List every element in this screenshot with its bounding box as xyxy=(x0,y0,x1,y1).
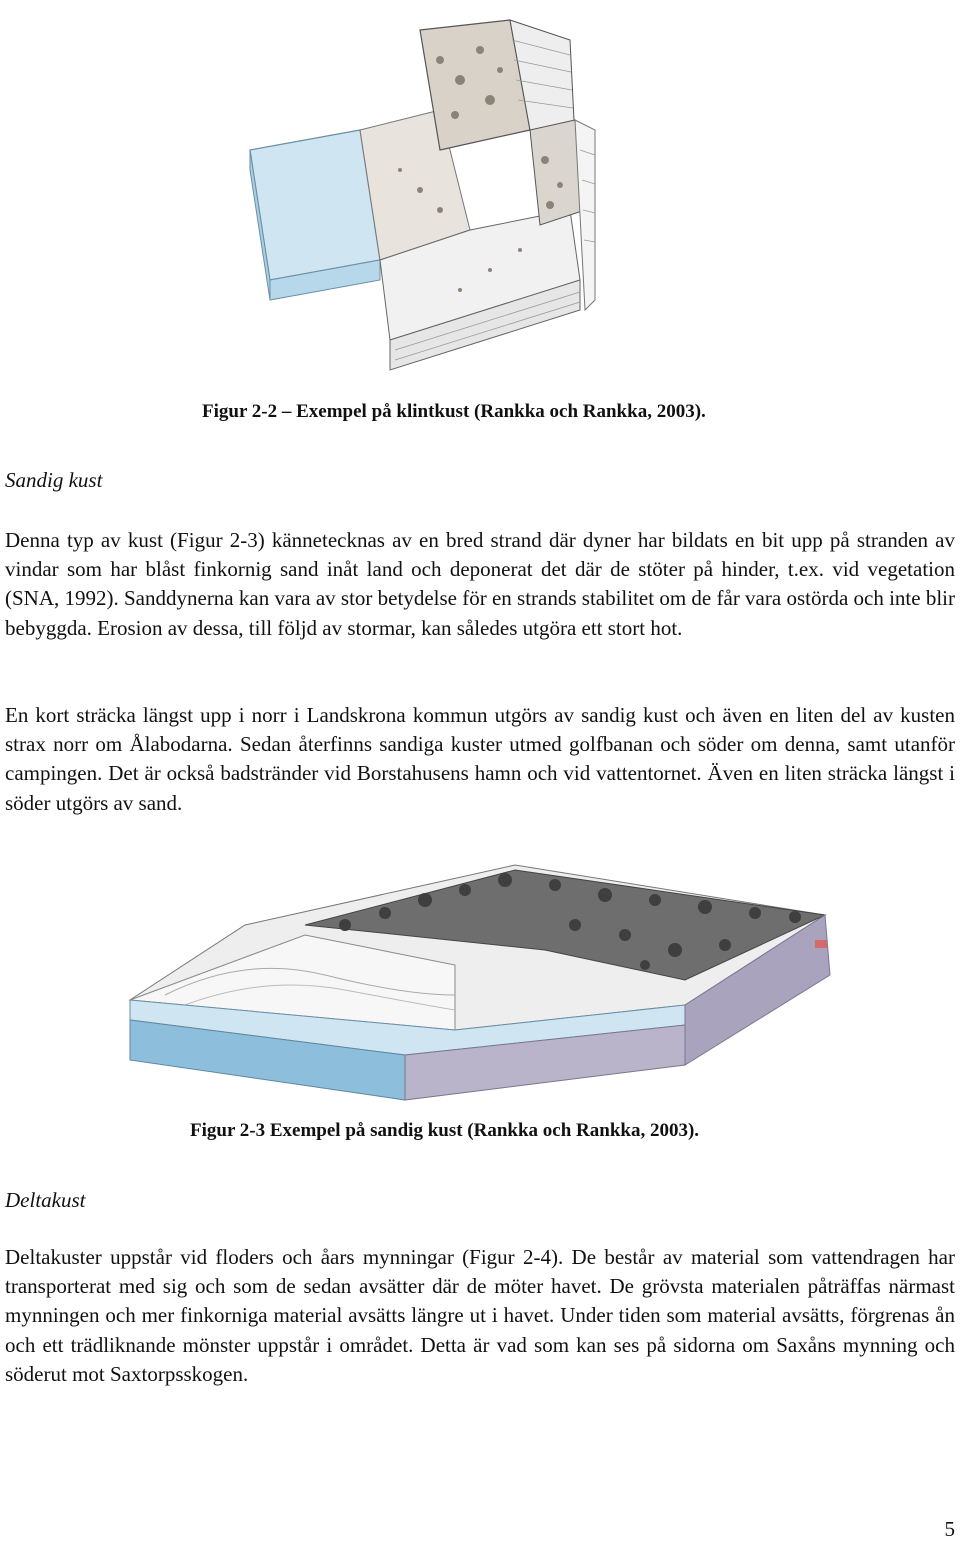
paragraph-sandig-kust-2: En kort sträcka längst upp i norr i Landskrona kommun utgörs av sandig kust och även en liten del av kusten strax norr om Ålabodarna. Sedan återfinns sandiga kuster utmed golfbanan och söder om denna, samt utanför campingen. Det är också badstränder vid Borstahusens hamn och vid vattentornet. Även en liten sträcka längst i söder utgörs av sand. xyxy=(5,703,955,815)
figure-2-2-caption: Figur 2-2 – Exempel på klintkust (Rankka och Rankka, 2003). xyxy=(202,401,706,422)
sandy-coast-illustration xyxy=(125,855,835,1105)
figure-2-3-caption: Figur 2-3 Exempel på sandig kust (Rankka och Rankka, 2003). xyxy=(190,1120,700,1141)
page-number: 5 xyxy=(944,1517,955,1541)
sandy-coast-drawing xyxy=(125,855,835,1105)
cliff-coast-illustration xyxy=(240,10,600,395)
section-heading-sandig-kust: Sandig kust xyxy=(5,468,103,492)
paragraph-sandig-kust-1: Denna typ av kust (Figur 2-3) kännetecknas av en bred strand där dyner har bildats en bit upp på stranden av vindar som har blåst finkornig sand inåt land och deponerat det där de stöter på hinder, t.ex. vid vegetation (SNA, 1992). Sanddynerna kan vara av stor betydelse för en strands stabilitet om de får vara ostörda och inte blir bebyggda. Erosion av dessa, till följd av stormar, kan således utgöra ett stort hot. xyxy=(5,528,955,640)
cliff-coast-drawing xyxy=(240,10,600,395)
paragraph-deltakust-1: Deltakuster uppstår vid floders och åars mynningar (Figur 2-4). De består av material som vattendragen har transporterat med sig och som de sedan avsätter där de möter havet. De grövsta materialen påträffas närmast mynningen och mer finkorniga material avsätts längre ut i havet. Under tiden som material avsätts, förgrenas ån och ett trädliknande mönster uppstår i området. Detta är vad som kan ses på sidorna om Saxåns mynning och söderut mot Saxtorpsskogen. xyxy=(5,1245,955,1386)
section-heading-deltakust: Deltakust xyxy=(5,1188,86,1212)
